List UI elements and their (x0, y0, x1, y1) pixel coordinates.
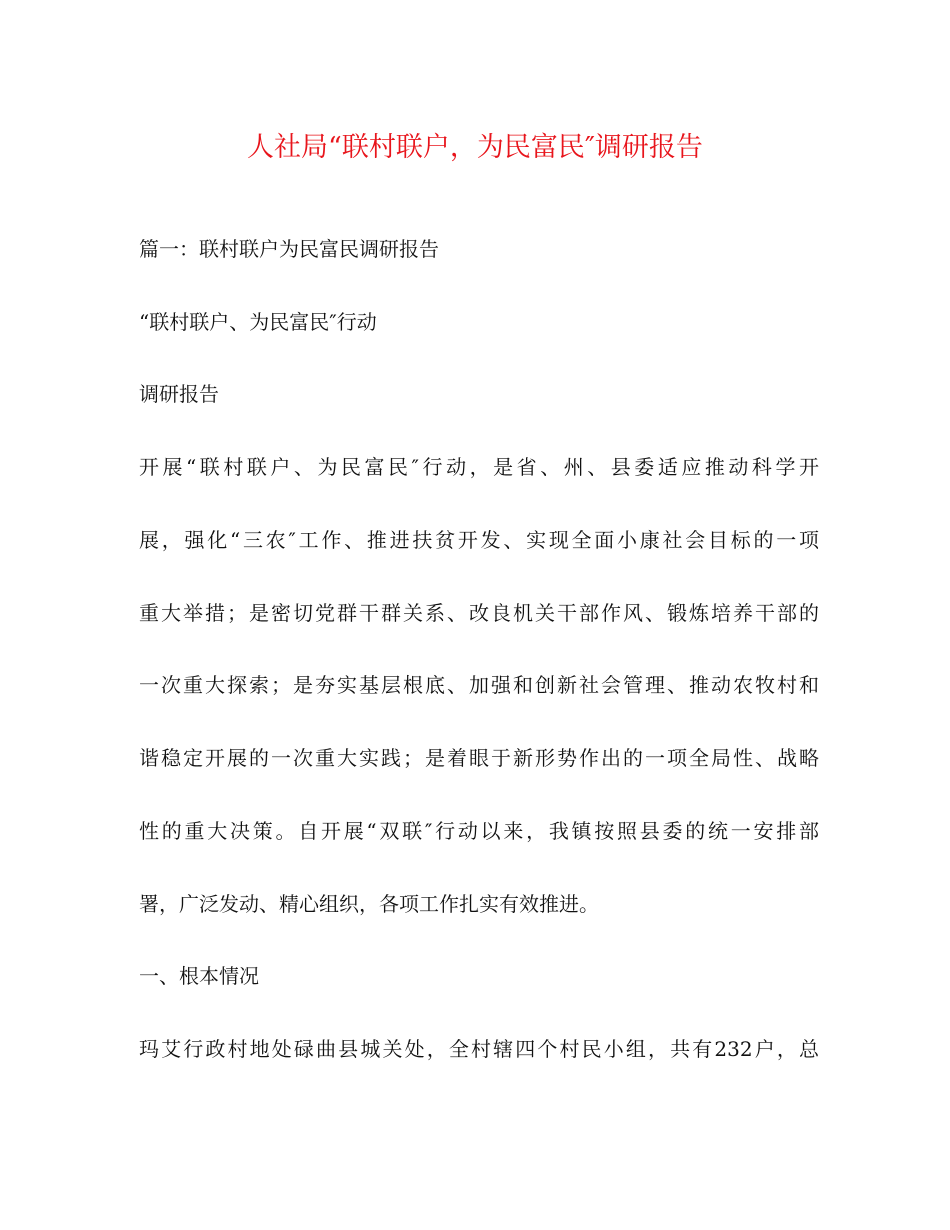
paragraph-line: 重大举措；是密切党群干群关系、改良机关干部作风、锻炼培养干部的 (139, 601, 819, 625)
subtitle-line: 调研报告 (139, 382, 219, 406)
section-heading: 一、根本情况 (139, 964, 259, 988)
paragraph-line: 开展“联村联户、为民富民″行动，是省、州、县委适应推动科学开 (139, 455, 819, 479)
document-title: 人社局“联村联户，为民富民″调研报告 (247, 132, 703, 163)
paragraph-line: 玛艾行政村地处碌曲县城关处，全村辖四个村民小组，共有232户，总 (139, 1037, 819, 1061)
subtitle-line: “联村联户、为民富民″行动 (139, 310, 377, 334)
paragraph-line: 谐稳定开展的一次重大实践；是着眼于新形势作出的一项全局性、战略 (139, 746, 819, 770)
section-heading: 篇一：联村联户为民富民调研报告 (139, 237, 439, 261)
paragraph-line: 一次重大探索；是夯实基层根底、加强和创新社会管理、推动农牧村和 (139, 673, 819, 697)
paragraph-line: 展，强化“三农″工作、推进扶贫开发、实现全面小康社会目标的一项 (139, 528, 819, 552)
paragraph-line: 性的重大决策。自开展“双联″行动以来，我镇按照县委的统一安排部 (139, 819, 819, 843)
paragraph-line: 署，广泛发动、精心组织，各项工作扎实有效推进。 (139, 892, 599, 916)
